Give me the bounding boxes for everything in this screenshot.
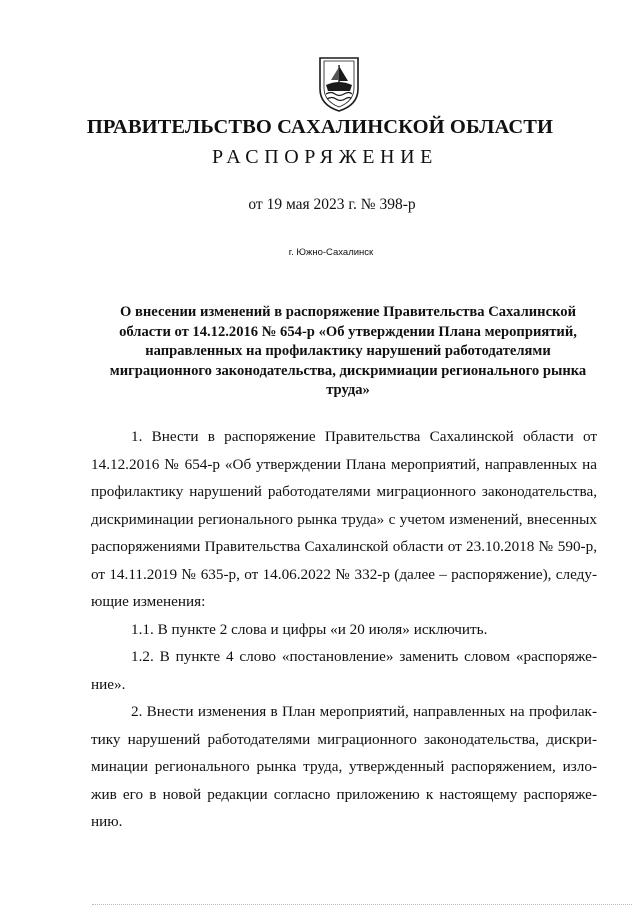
document-body bbox=[91, 423, 597, 836]
coat-of-arms-emblem-icon bbox=[317, 55, 361, 113]
paragraph-item-2: 2. Внести изменения в План мероприятий, направленных на профилактику нарушений работодателями миграционного законодательства, дискриминации регионального рынка труда, утвержденный распоряжением, изложив его в новой редакции согласно приложению к настоящему распоряжению. bbox=[91, 703, 597, 830]
paragraph-item-1: 1. Внести в распоряжение Правительства Сахалинской области от 14.12.2016 № 654-р «Об утверждении Плана мероприятий, направленных на профилактику нарушений работодателями миграционного законодательства, дискриминации регионального рынка труда» с учетом изменений, внесенных распоряжениями Правительства Сахалинской области от 23.10.2018 № 590-р, от 14.11.2019 № 635-р, от 14.06.2022 № 332-р (далее – распоряжение), следующие изменения: bbox=[91, 428, 597, 610]
title-line: области от 14.12.2016 № 654-р «Об утверждении Плана мероприятий, bbox=[119, 323, 577, 340]
title-line: труда» bbox=[326, 382, 370, 399]
paragraph-item-1-2: 1.2. В пункте 4 слово «постановление» заменить словом «распоряжение». bbox=[91, 648, 597, 693]
document-type: РАСПОРЯЖЕНИЕ bbox=[212, 146, 438, 168]
organization-name: ПРАВИТЕЛЬСТВО САХАЛИНСКОЙ ОБЛАСТИ bbox=[86, 116, 554, 138]
page-bottom-edge bbox=[92, 904, 632, 906]
title-line: направленных на профилактику нарушений работодателями bbox=[145, 343, 551, 360]
paragraph-item-1-1: 1.1. В пункте 2 слова и цифры «и 20 июля» исключить. bbox=[131, 620, 488, 638]
document-date-number: от 19 мая 2023 г. № 398-р bbox=[248, 196, 416, 213]
document-title bbox=[100, 303, 596, 401]
title-line: О внесении изменений в распоряжение Правительства Сахалинской bbox=[120, 304, 576, 320]
document-city: г. Южно-Сахалинск bbox=[288, 247, 374, 258]
title-line: миграционного законодательства, дискримиации регионального рынка bbox=[109, 362, 587, 379]
